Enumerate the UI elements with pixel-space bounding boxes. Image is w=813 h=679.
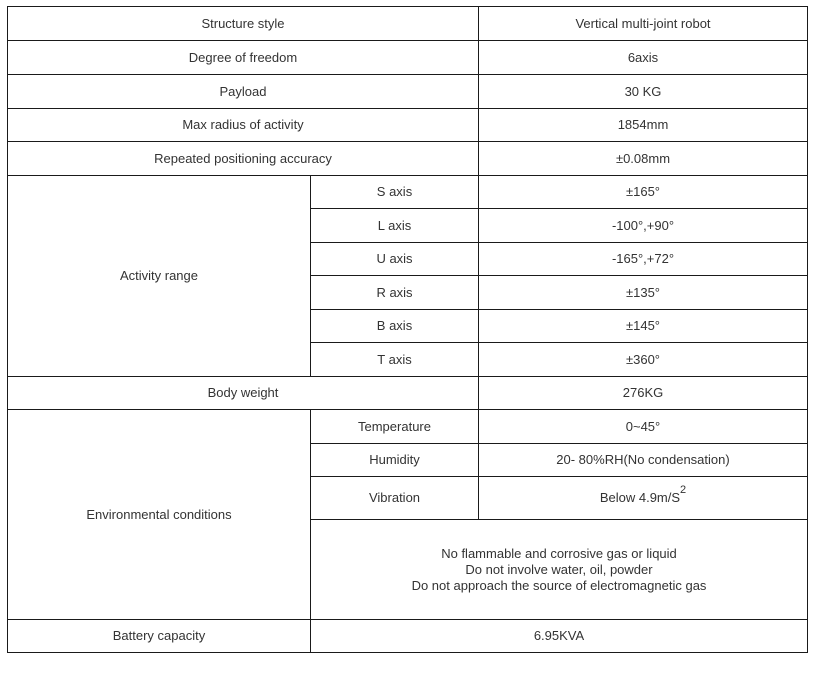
max-radius-value: 1854mm — [479, 109, 808, 142]
payload-value: 30 KG — [479, 75, 808, 109]
table-row — [8, 41, 808, 75]
payload-label: Payload — [8, 75, 479, 109]
environment-note: Do not approach the source of electromagnetic gas — [411, 577, 707, 593]
axis-name: L axis — [311, 209, 479, 243]
table-row — [8, 109, 808, 142]
table-row — [8, 410, 808, 444]
humidity-label: Humidity — [311, 444, 479, 477]
battery-capacity-value: 6.95KVA — [311, 620, 808, 653]
vibration-superscript: 2 — [680, 484, 687, 496]
axis-value: -100°,+90° — [479, 209, 808, 243]
table-row — [8, 142, 808, 176]
axis-value: ±165° — [479, 176, 808, 209]
degree-of-freedom-label: Degree of freedom — [8, 41, 479, 75]
robot-spec-table — [7, 6, 808, 653]
axis-value: ±135° — [479, 276, 808, 310]
table-row — [8, 7, 808, 41]
axis-value: -165°,+72° — [479, 243, 808, 276]
environment-notes — [311, 520, 808, 620]
table-row — [8, 75, 808, 109]
environment-note: No flammable and corrosive gas or liquid — [441, 545, 677, 561]
table-row — [8, 620, 808, 653]
table-row — [8, 377, 808, 410]
environment-note: Do not involve water, oil, powder — [465, 561, 653, 577]
axis-name: R axis — [311, 276, 479, 310]
activity-range-label: Activity range — [8, 176, 311, 377]
structure-style-label: Structure style — [8, 7, 479, 41]
axis-name: S axis — [311, 176, 479, 209]
axis-value: ±360° — [479, 343, 808, 377]
body-weight-value: 276KG — [479, 377, 808, 410]
vibration-value-text: Below 4.9m/S — [599, 490, 681, 505]
max-radius-label: Max radius of activity — [8, 109, 479, 142]
environment-label: Environmental conditions — [8, 410, 311, 620]
axis-value: ±145° — [479, 310, 808, 343]
humidity-value: 20- 80%RH(No condensation) — [479, 444, 808, 477]
axis-name: U axis — [311, 243, 479, 276]
table-row — [8, 176, 808, 209]
repeat-accuracy-label: Repeated positioning accuracy — [8, 142, 479, 176]
vibration-value — [479, 477, 808, 520]
degree-of-freedom-value: 6axis — [479, 41, 808, 75]
temperature-value: 0~45° — [479, 410, 808, 444]
axis-name: T axis — [311, 343, 479, 377]
axis-name: B axis — [311, 310, 479, 343]
structure-style-value: Vertical multi-joint robot — [479, 7, 808, 41]
temperature-label: Temperature — [311, 410, 479, 444]
body-weight-label: Body weight — [8, 377, 479, 410]
vibration-label: Vibration — [311, 477, 479, 520]
repeat-accuracy-value: ±0.08mm — [479, 142, 808, 176]
battery-capacity-label: Battery capacity — [8, 620, 311, 653]
